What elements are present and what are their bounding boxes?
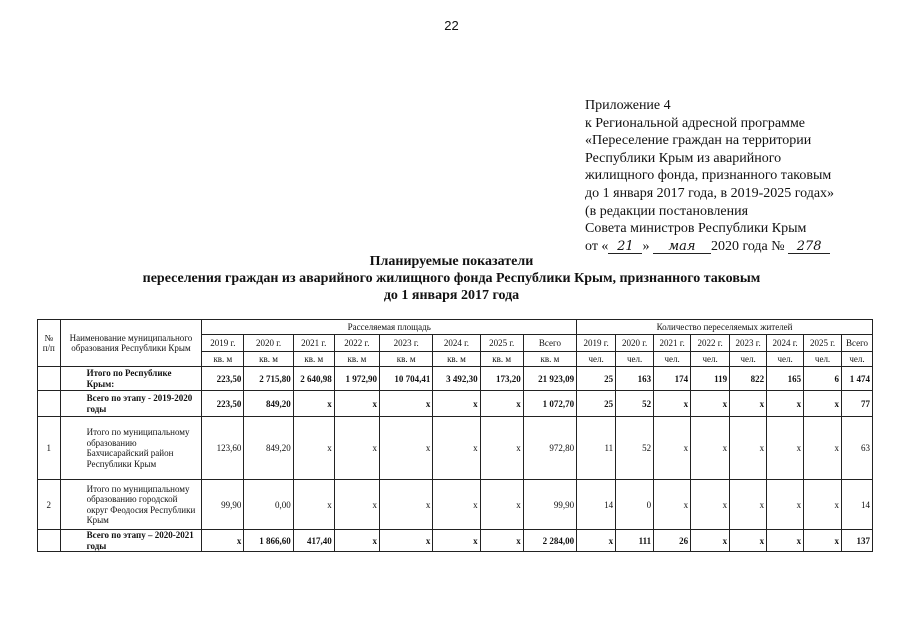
area-cell: 1 866,60	[244, 530, 293, 552]
people-cell: 11	[577, 417, 616, 480]
people-cell: 0	[616, 480, 654, 530]
area-cell: х	[433, 417, 480, 480]
people-cell: 6	[804, 367, 842, 391]
people-cell: 25	[577, 391, 616, 417]
people-cell: 25	[577, 367, 616, 391]
people-cell: х	[767, 480, 804, 530]
header-people-unit: чел.	[654, 352, 691, 367]
appendix-line: Совета министров Республики Крым	[585, 221, 807, 237]
date-day: 21	[608, 240, 642, 254]
area-cell: 99,90	[202, 480, 244, 530]
area-cell: х	[334, 391, 379, 417]
area-cell: х	[480, 391, 523, 417]
area-cell: 417,40	[293, 530, 334, 552]
area-cell: 0,00	[244, 480, 293, 530]
table-row	[38, 417, 873, 480]
appendix-line: Приложение 4	[585, 98, 671, 113]
appendix-line: до 1 января 2017 года, в 2019-2025 годах»	[585, 185, 835, 201]
title-line: переселения граждан из аварийного жилищного фонда Республики Крым, признанного таковым	[142, 271, 761, 286]
row-name: Итого по муниципальному образованию Бахчисарайский район Республики Крым	[60, 417, 202, 480]
header-people-unit: чел.	[691, 352, 730, 367]
header-people-year: 2025 г.	[804, 335, 842, 352]
people-cell: х	[767, 530, 804, 552]
date-year: 2020 года №	[710, 238, 785, 254]
area-cell: 21 923,09	[523, 367, 576, 391]
row-name: Итого по Республике Крым:	[60, 367, 202, 391]
doc-number: 278	[788, 240, 830, 254]
people-cell: 14	[842, 480, 873, 530]
header-people-year: 2023 г.	[730, 335, 767, 352]
row-number: 1	[38, 417, 61, 480]
area-cell: 2 284,00	[523, 530, 576, 552]
header-people-year: 2020 г.	[616, 335, 654, 352]
title-line: до 1 января 2017 года	[383, 288, 520, 303]
area-cell: х	[379, 391, 432, 417]
people-cell: х	[804, 417, 842, 480]
area-cell: 123,60	[202, 417, 244, 480]
people-cell: 77	[842, 391, 873, 417]
area-cell: 849,20	[244, 391, 293, 417]
area-cell: 1 972,90	[334, 367, 379, 391]
area-cell: х	[433, 530, 480, 552]
people-cell: 26	[654, 530, 691, 552]
header-people-unit: чел.	[730, 352, 767, 367]
header-area-unit: кв. м	[202, 352, 244, 367]
appendix-line: Республики Крым из аварийного	[585, 150, 782, 166]
header-area-year: 2025 г.	[480, 335, 523, 352]
people-cell: х	[804, 391, 842, 417]
header-people-year: Всего	[842, 335, 873, 352]
area-cell: х	[379, 480, 432, 530]
header-people-unit: чел.	[616, 352, 654, 367]
area-cell: 223,50	[202, 367, 244, 391]
header-people-year: 2021 г.	[654, 335, 691, 352]
people-cell: х	[577, 530, 616, 552]
table-row	[38, 391, 873, 417]
people-cell: х	[730, 417, 767, 480]
data-table	[37, 319, 873, 552]
people-cell: х	[804, 480, 842, 530]
area-cell: х	[293, 480, 334, 530]
header-area-year: 2022 г.	[334, 335, 379, 352]
people-cell: х	[730, 480, 767, 530]
header-people-group: Количество переселяемых жителей	[577, 320, 873, 335]
header-area-unit: кв. м	[293, 352, 334, 367]
people-cell: х	[691, 391, 730, 417]
header-people-unit: чел.	[577, 352, 616, 367]
area-cell: х	[293, 417, 334, 480]
header-area-year: Всего	[523, 335, 576, 352]
area-cell: 972,80	[523, 417, 576, 480]
area-cell: 2 640,98	[293, 367, 334, 391]
people-cell: 14	[577, 480, 616, 530]
people-cell: 111	[616, 530, 654, 552]
appendix-line: «Переселение граждан на территории	[585, 133, 812, 149]
area-cell: х	[480, 530, 523, 552]
area-cell: 10 704,41	[379, 367, 432, 391]
people-cell: х	[691, 417, 730, 480]
area-cell: 849,20	[244, 417, 293, 480]
header-area-unit: кв. м	[334, 352, 379, 367]
header-area-unit: кв. м	[433, 352, 480, 367]
row-number	[38, 391, 61, 417]
people-cell: х	[767, 417, 804, 480]
people-cell: х	[654, 417, 691, 480]
header-area-group: Расселяемая площадь	[202, 320, 577, 335]
date-mid: »	[642, 238, 650, 254]
people-cell: 165	[767, 367, 804, 391]
header-name: Наименование муниципального образования Республики Крым	[60, 320, 202, 367]
header-area-year: 2021 г.	[293, 335, 334, 352]
header-area-unit: кв. м	[244, 352, 293, 367]
date-prefix: от «	[585, 238, 609, 254]
area-cell: х	[379, 417, 432, 480]
row-number: 2	[38, 480, 61, 530]
title-line: Планируемые показатели	[369, 254, 534, 269]
header-area-year: 2019 г.	[202, 335, 244, 352]
header-people-year: 2022 г.	[691, 335, 730, 352]
header-area-unit: кв. м	[480, 352, 523, 367]
people-cell: х	[767, 391, 804, 417]
date-month: мая	[653, 240, 711, 254]
area-cell: 3 492,30	[433, 367, 480, 391]
area-cell: х	[334, 480, 379, 530]
header-num: № п/п	[38, 320, 61, 367]
table-row	[38, 480, 873, 530]
area-cell: 2 715,80	[244, 367, 293, 391]
people-cell: х	[654, 391, 691, 417]
area-cell: х	[480, 480, 523, 530]
area-cell: х	[480, 417, 523, 480]
people-cell: х	[654, 480, 691, 530]
row-name: Итого по муниципальному образованию городской округ Феодосия Республики Крым	[60, 480, 202, 530]
appendix-block	[585, 97, 895, 255]
people-cell: х	[730, 530, 767, 552]
people-cell: х	[804, 530, 842, 552]
row-number	[38, 530, 61, 552]
header-people-unit: чел.	[767, 352, 804, 367]
area-cell: 99,90	[523, 480, 576, 530]
header-area-year: 2020 г.	[244, 335, 293, 352]
people-cell: 52	[616, 417, 654, 480]
people-cell: х	[691, 480, 730, 530]
people-cell: х	[730, 391, 767, 417]
people-cell: 163	[616, 367, 654, 391]
appendix-line: жилищного фонда, признанного таковым	[585, 168, 832, 184]
people-cell: 174	[654, 367, 691, 391]
header-people-unit: чел.	[804, 352, 842, 367]
area-cell: х	[202, 530, 244, 552]
header-people-year: 2024 г.	[767, 335, 804, 352]
area-cell: 223,50	[202, 391, 244, 417]
header-people-unit: чел.	[842, 352, 873, 367]
header-area-unit: кв. м	[379, 352, 432, 367]
header-area-year: 2023 г.	[379, 335, 432, 352]
area-cell: х	[334, 417, 379, 480]
area-cell: 1 072,70	[523, 391, 576, 417]
header-area-unit: кв. м	[523, 352, 576, 367]
area-cell: х	[334, 530, 379, 552]
appendix-line: к Региональной адресной программе	[585, 115, 806, 131]
area-cell: х	[293, 391, 334, 417]
area-cell: 173,20	[480, 367, 523, 391]
row-name: Всего по этапу – 2020-2021 годы	[60, 530, 202, 552]
row-name: Всего по этапу - 2019-2020 годы	[60, 391, 202, 417]
people-cell: 822	[730, 367, 767, 391]
document-title	[0, 253, 903, 304]
people-cell: х	[691, 530, 730, 552]
area-cell: х	[433, 480, 480, 530]
table-row	[38, 530, 873, 552]
people-cell: 1 474	[842, 367, 873, 391]
table-row	[38, 367, 873, 391]
page-number: 22	[444, 18, 459, 33]
header-area-year: 2024 г.	[433, 335, 480, 352]
area-cell: х	[433, 391, 480, 417]
people-cell: 63	[842, 417, 873, 480]
people-cell: 52	[616, 391, 654, 417]
appendix-line: (в редакции постановления	[585, 203, 749, 219]
row-number	[38, 367, 61, 391]
area-cell: х	[379, 530, 432, 552]
people-cell: 119	[691, 367, 730, 391]
people-cell: 137	[842, 530, 873, 552]
header-people-year: 2019 г.	[577, 335, 616, 352]
